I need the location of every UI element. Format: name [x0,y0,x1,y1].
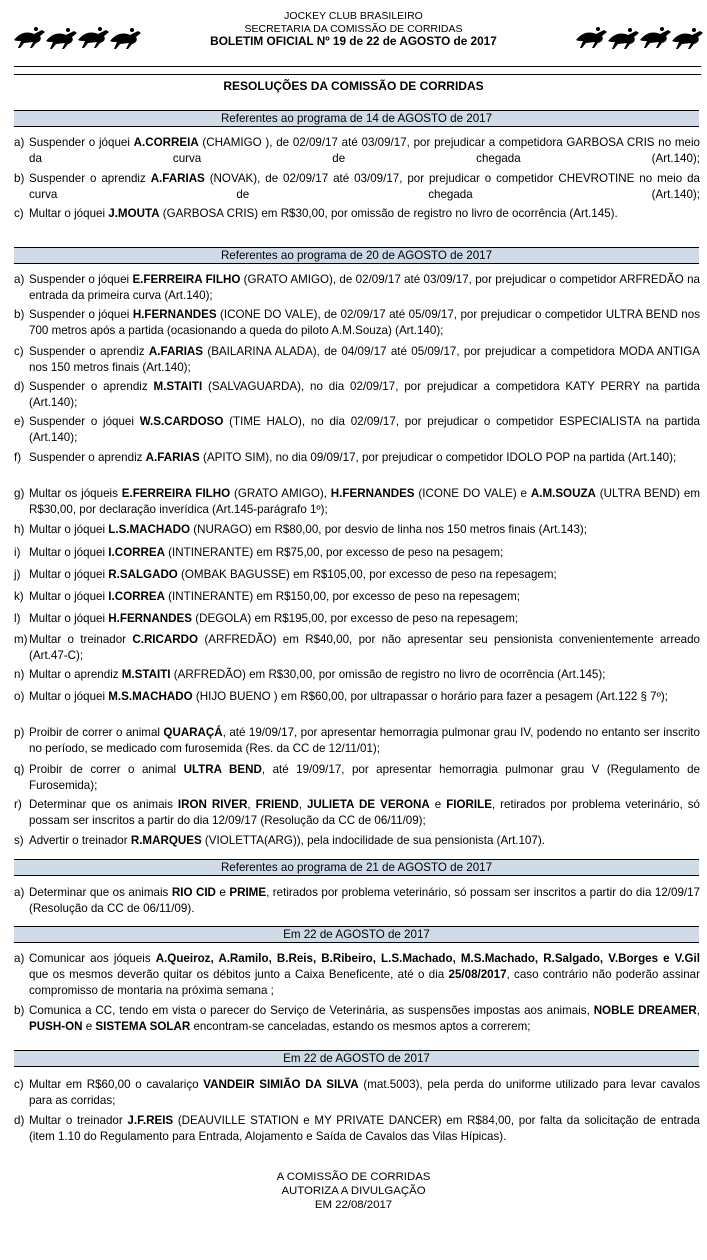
item-label: g) [14,487,25,500]
item-highlight: A.M.SOUZA [530,487,596,500]
item-segment: , [247,798,256,811]
item-segment: Multar o jóquei [29,568,109,581]
item-segment: Comunica a CC, tendo em vista o parecer do Serviço de Veterinária, as suspensões impostas aos animais, [29,1004,594,1017]
item-label: o) [14,690,25,703]
item-highlight: C.RICARDO [132,633,199,646]
item-label: r) [14,798,22,811]
item-text [29,486,700,518]
item-highlight: QUARAÇÁ [163,726,223,739]
item-highlight: A.FARIAS [150,172,205,185]
item-text [29,762,700,794]
list-item [14,135,700,167]
list-item [14,833,700,849]
item-segment: , retirados por problema veterinário, só possam ser inscritos a partir do dia 12/09/17 (Resolução da CC de 06/11/09); [29,798,700,827]
item-text [29,611,700,627]
document-footer [0,1170,707,1212]
item-label: j) [14,568,21,581]
item-label: n) [14,668,25,681]
list-item [14,567,700,583]
list-item [14,307,700,339]
item-label: a) [14,273,25,286]
item-text [29,567,700,583]
item-label: s) [14,834,24,847]
item-segment: Multar o jóquei [29,546,109,559]
item-text [29,206,700,222]
item-segment: Proibir de correr o animal [29,763,184,776]
item-segment: , [298,798,307,811]
item-segment: Comunicar aos jóqueis [29,952,156,965]
item-text [29,379,700,411]
item-segment: (TIME HALO), no dia 02/09/17, por prejudicar o competidor ESPECIALISTA na partida (Art.140); [29,415,700,444]
item-highlight: FRIEND [255,798,299,811]
item-segment: Suspender o aprendiz [29,380,154,393]
item-highlight: R.SALGADO [108,568,178,581]
item-segment: e [215,886,230,899]
item-highlight: J.MOUTA [108,207,160,220]
item-segment: (INTINERANTE) em R$75,00, por excesso de peso na pesagem; [164,546,504,559]
list-item [14,1113,700,1145]
item-segment: (GRATO AMIGO), de 02/09/17 até 03/09/17, por prejudicar o competidor ARFREDÃO na entrada da primeira curva (Art.140); [29,273,700,302]
item-highlight: I.CORREA [108,546,165,559]
item-label: k) [14,590,24,603]
item-text [29,344,700,376]
item-segment: Multar o aprendiz [29,668,122,681]
list-item [14,1077,700,1109]
item-highlight: R.MARQUES [130,834,202,847]
item-segment: Suspender o jóquei [29,308,133,321]
item-highlight: IRON RIVER [177,798,248,811]
item-highlight: I.CORREA [108,590,165,603]
item-highlight: 25/08/2017 [448,968,507,981]
item-text [29,1077,700,1109]
list-item [14,1003,700,1035]
item-highlight: FIORILE [446,798,492,811]
item-segment: , retirados por problema veterinário, só possam ser inscritos a partir do dia 12/09/17 (Resolução da CC de 06/11/09). [29,886,701,915]
item-segment: , até 19/09/17, por apresentar hemorragia pulmonar grau IV, podendo no entanto ser inscrito no período, se medicado com furosemida (Res. da CC de 12/11/01); [29,726,700,755]
item-label: m) [14,633,28,646]
item-segment: (ICONE DO VALE) e [414,487,531,500]
item-text [29,833,700,849]
item-segment: (DEAUVILLE STATION e MY PRIVATE DANCER) em R$84,00, por falta da solicitação de entrada (item 1.10 do Regulamento para Entrada, Alojamento e Saída de Cavalos das Vilas Hípicas). [29,1114,700,1143]
item-label: a) [14,952,25,965]
list-item [14,797,700,829]
footer-line: EM 22/08/2017 [314,1199,393,1211]
item-label: c) [14,345,24,358]
list-item [14,379,700,411]
item-segment: e [429,798,447,811]
item-highlight: PRIME [229,886,267,899]
item-segment: Proibir de correr o animal [29,726,164,739]
item-label: p) [14,726,25,739]
document-header [0,10,707,48]
item-highlight: H.FERNANDES [330,487,415,500]
item-segment: Suspender o aprendiz [29,451,146,464]
list-item [14,951,700,999]
item-text [29,797,700,829]
list-item [14,611,700,627]
item-label: c) [14,1078,24,1091]
item-segment: (OMBAK BAGUSSE) em R$105,00, por excesso de peso na repesagem; [177,568,557,581]
item-label: a) [14,886,25,899]
item-segment: (NOVAK), de 02/09/17 até 03/09/17, por prejudicar o competidor CHEVROTINE no meio da curva de chegada (Art.140); [29,172,700,201]
item-highlight: H.FERNANDES [132,308,217,321]
item-label: a) [14,136,25,149]
item-label: i) [14,546,21,559]
section-header: Em 22 de AGOSTO de 2017 [14,926,699,943]
list-item [14,545,700,561]
section-header: Referentes ao programa de 21 de AGOSTO de 2017 [14,859,699,876]
item-segment: que os mesmos deverão quitar os débitos junto a Caixa Beneficente, até o dia [29,968,449,981]
item-label: l) [14,612,21,625]
item-segment: e [82,1020,96,1033]
item-text [29,414,700,446]
item-segment: , caso contrário não poderão assinar compromisso de montaria na próxima semana ; [29,968,700,997]
item-segment: Determinar que os animais [29,886,172,899]
item-text [29,632,700,664]
item-highlight: SISTEMA SOLAR [95,1020,191,1033]
list-item [14,171,700,203]
item-segment: Multar o jóquei [29,207,109,220]
item-segment: (mat.5003), pela perda do uniforme utilizado para levar cavalos para as corridas; [29,1078,700,1107]
list-item [14,522,700,538]
item-segment: Suspender o jóquei [29,273,133,286]
item-segment: Multar o treinador [29,633,133,646]
item-label: d) [14,1114,25,1127]
list-item [14,272,700,304]
item-segment: Multar o treinador [29,1114,128,1127]
page-title: RESOLUÇÕES DA COMISSÃO DE CORRIDAS [223,79,484,93]
item-text [29,667,700,683]
item-segment: (ARFREDÃO) em R$30,00, por omissão de registro no livro de ocorrência (Art.145); [170,668,606,681]
item-highlight: M.S.MACHADO [108,690,193,703]
list-item [14,450,700,466]
section-header: Referentes ao programa de 14 de AGOSTO de 2017 [14,110,699,127]
item-label: e) [14,415,25,428]
item-text [29,171,700,203]
item-segment: (SALVAGUARDA), no dia 02/09/17, por prejudicar a competidora KATY PERRY na partida (Art.140); [29,380,700,409]
item-highlight: M.STAITI [121,668,171,681]
item-segment: Suspender o aprendiz [29,172,151,185]
item-segment: Multar o jóquei [29,690,109,703]
item-segment: (GRATO AMIGO), [230,487,331,500]
bulletin-title: BOLETIM OFICIAL Nº 19 de 22 de AGOSTO de 2017 [210,34,497,48]
item-label: c) [14,207,24,220]
item-highlight: PUSH-ON [29,1020,83,1033]
list-item [14,589,700,605]
item-segment: Advertir o treinador [29,834,131,847]
list-item [14,206,700,222]
item-text [29,522,700,538]
list-item [14,725,700,757]
item-text [29,545,700,561]
item-segment: Multar o jóquei [29,590,109,603]
item-text [29,272,700,304]
item-label: b) [14,308,25,321]
item-highlight: W.S.CARDOSO [139,415,224,428]
divider [14,74,701,75]
list-item [14,486,700,518]
item-segment: Suspender o jóquei [29,415,140,428]
list-item [14,632,700,664]
section-header: Em 22 de AGOSTO de 2017 [14,1050,699,1067]
list-item [14,885,700,917]
item-segment: (GARBOSA CRIS) em R$30,00, por omissão de registro no livro de ocorrência (Art.145). [159,207,618,220]
item-segment: (HIJO BUENO ) em R$60,00, por ultrapassar o horário para fazer a pesagem (Art.122 § 7º); [192,690,668,703]
item-highlight: VANDEIR SIMIÃO DA SILVA [203,1078,359,1091]
list-item [14,762,700,794]
footer-line: AUTORIZA A DIVULGAÇÃO [281,1185,426,1197]
item-segment: (CHAMIGO ), de 02/09/17 até 03/09/17, por prejudicar a competidora GARBOSA CRIS no meio da curva de chegada (Art.140); [29,136,700,165]
item-text [29,725,700,757]
item-highlight: RIO CID [171,886,216,899]
item-highlight: E.FERREIRA FILHO [121,487,231,500]
department-name: SECRETARIA DA COMISSÃO DE CORRIDAS [244,22,463,35]
item-segment: (INTINERANTE) em R$150,00, por excesso de peso na repesagem; [164,590,521,603]
item-segment: (ARFREDÃO) em R$40,00, por não apresentar seu pensionista convenientemente arreado (Art.47-C); [29,633,700,662]
item-segment: , [696,1004,700,1017]
item-label: f) [14,451,22,464]
item-segment: (ULTRA BEND) em R$30,00, por declaração inverídica (Art.145-parágrafo 1º); [29,487,700,516]
section-header: Referentes ao programa de 20 de AGOSTO de 2017 [14,247,699,264]
item-highlight: A.FARIAS [148,345,204,358]
divider [14,66,701,67]
item-label: h) [14,523,25,536]
item-segment: Determinar que os animais [29,798,178,811]
list-item [14,689,700,705]
footer-line: A COMISSÃO DE CORRIDAS [276,1171,431,1183]
item-label: b) [14,172,25,185]
item-text [29,307,700,339]
item-segment: Multar em R$60,00 o cavalariço [29,1078,204,1091]
item-text [29,951,700,999]
item-segment: (ICONE DO VALE), de 02/09/17 até 05/09/17, por prejudicar o competidor ULTRA BEND nos 700 metros após a partida (ocasionando a queda do piloto A.M.Souza) (Art.140); [29,308,700,337]
item-highlight: NOBLE DREAMER [593,1004,697,1017]
item-segment: (VIOLETTA(ARG)), pela indocilidade de sua pensionista (Art.107). [201,834,545,847]
item-segment: Suspender o jóquei [29,136,134,149]
item-segment: (BAILARINA ALADA), de 04/09/17 até 05/09/17, por prejudicar a competidora MODA ANTIGA nos 150 metros finais (Art.140); [29,345,700,374]
item-segment: Suspender o aprendiz [29,345,149,358]
item-highlight: JULIETA DE VERONA [306,798,430,811]
item-segment: (DEGOLA) em R$195,00, por excesso de peso na repesagem; [192,612,519,625]
list-item [14,667,700,683]
item-highlight: A.CORREIA [133,136,199,149]
item-highlight: ULTRA BEND [183,763,262,776]
list-item [14,414,700,446]
item-text [29,1003,700,1035]
item-segment: (APITO SIM), no dia 09/09/17, por prejudicar o competidor IDOLO POP na partida (Art.140); [199,451,677,464]
item-highlight: A.Queiroz, A.Ramilo, B.Reis, B.Ribeiro, L.S.Machado, M.S.Machado, R.Salgado, V.Borges e V.Gil [155,952,700,965]
item-text [29,589,700,605]
item-highlight: L.S.MACHADO [108,523,191,536]
item-segment: encontram-se canceladas, estando os mesmos aptos a correrem; [190,1020,531,1033]
item-text [29,689,700,705]
item-highlight: A.FARIAS [145,451,200,464]
item-segment: , até 19/09/17, por apresentar hemorragia pulmonar grau V (Regulamento de Furosemida); [29,763,700,792]
item-segment: Multar os jóqueis [29,487,122,500]
item-segment: Multar o jóquei [29,612,109,625]
item-segment: (NURAGO) em R$80,00, por desvio de linha nos 150 metros finais (Art.143); [190,523,588,536]
item-label: d) [14,380,25,393]
item-text [29,1113,700,1145]
item-highlight: M.STAITI [153,380,203,393]
list-item [14,344,700,376]
item-highlight: J.F.REIS [127,1114,174,1127]
item-highlight: H.FERNANDES [108,612,193,625]
item-label: b) [14,1004,25,1017]
item-text [29,450,700,466]
item-segment: Multar o jóquei [29,523,109,536]
item-text [29,885,700,917]
item-highlight: E.FERREIRA FILHO [132,273,241,286]
item-text [29,135,700,167]
item-label: q) [14,763,25,776]
org-name: JOCKEY CLUB BRASILEIRO [284,10,423,22]
